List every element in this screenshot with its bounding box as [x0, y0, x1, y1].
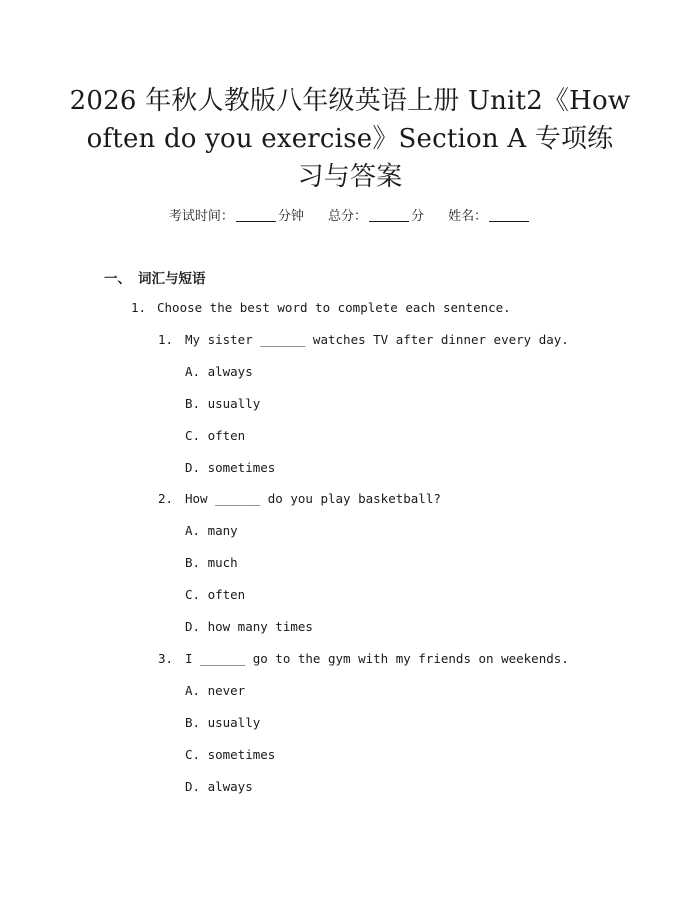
total-score — [328, 209, 424, 224]
question-number: 1. — [158, 332, 174, 347]
question-1 — [158, 332, 569, 348]
q3-option-a: A. never — [185, 683, 246, 698]
section-heading — [104, 267, 206, 287]
exam-time-unit: 分钟 — [277, 209, 304, 224]
question-number: 2. — [158, 491, 174, 506]
total-score-label: 总分： — [327, 209, 367, 224]
student-name-blank — [489, 221, 529, 222]
student-name-label: 姓名： — [448, 209, 488, 224]
q2-option-d: D. how many times — [185, 619, 313, 634]
section-number: 一、 — [104, 271, 131, 287]
exam-time-blank — [236, 221, 276, 222]
q1-option-c: C. often — [185, 428, 246, 443]
instruction-number: 1. — [131, 300, 147, 315]
q3-option-c: C. sometimes — [185, 747, 276, 762]
question-text: My sister ______ watches TV after dinner every day. — [185, 332, 569, 347]
question-3 — [158, 651, 569, 667]
question-number: 3. — [158, 651, 174, 666]
exam-time-label: 考试时间： — [168, 209, 234, 224]
section-title: 词汇与短语 — [138, 271, 206, 287]
q1-option-d: D. sometimes — [185, 460, 276, 475]
q1-option-a: A. always — [185, 364, 253, 379]
question-text: I ______ go to the gym with my friends on weekends. — [185, 651, 569, 666]
exam-info — [0, 205, 700, 224]
title-line-1: 2026 年秋人教版八年级英语上册 Unit2《How — [69, 86, 631, 116]
q2-option-b: B. much — [185, 555, 238, 570]
q3-option-d: D. always — [185, 779, 253, 794]
q1-option-b: B. usually — [185, 396, 261, 411]
total-score-blank — [369, 221, 409, 222]
exam-time — [169, 209, 304, 224]
q2-option-a: A. many — [185, 523, 238, 538]
instruction — [131, 300, 511, 316]
q3-option-b: B. usually — [185, 715, 261, 730]
title-line-2: often do you exercise》Section A 专项练 — [86, 124, 614, 154]
instruction-text: Choose the best word to complete each sentence. — [157, 300, 511, 315]
title-line-3: 习与答案 — [297, 162, 403, 192]
q2-option-c: C. often — [185, 587, 246, 602]
total-score-unit: 分 — [411, 209, 425, 224]
question-text: How ______ do you play basketball? — [185, 491, 441, 506]
document-title — [60, 82, 640, 196]
student-name — [448, 209, 531, 224]
question-2 — [158, 491, 441, 507]
